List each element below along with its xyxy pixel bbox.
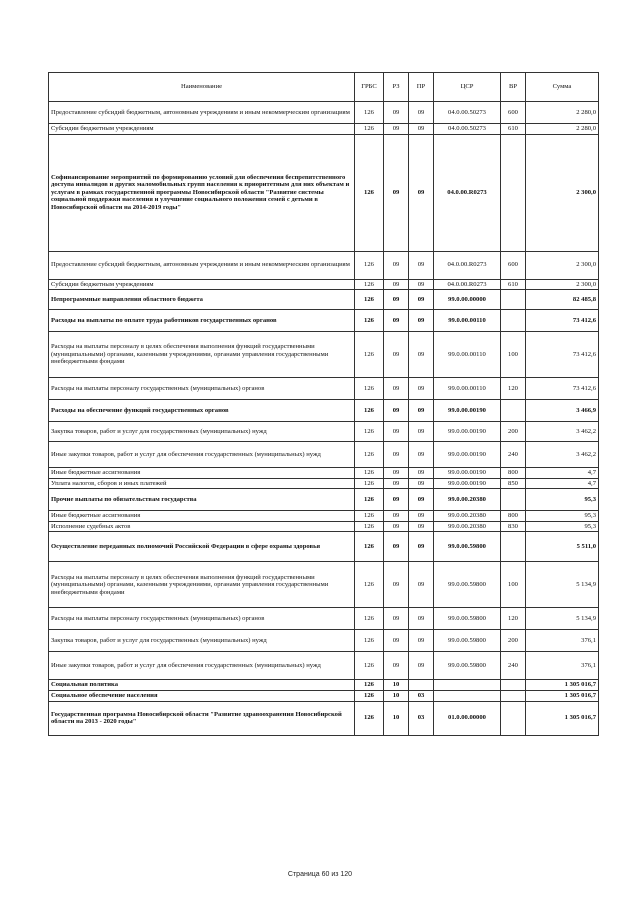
cell-grbs: 126 (355, 511, 384, 522)
cell-csr: 99.0.00.59800 (434, 608, 501, 630)
table-row (49, 691, 599, 702)
table-row (49, 562, 599, 608)
header-vr: ВР (501, 73, 526, 102)
table-body (49, 102, 599, 736)
cell-vr (501, 532, 526, 562)
cell-vr: 200 (501, 422, 526, 442)
header-pr: ПР (409, 73, 434, 102)
table-row (49, 478, 599, 489)
cell-vr (501, 310, 526, 332)
cell-csr: 99.0.00.00190 (434, 478, 501, 489)
cell-pr: 09 (409, 608, 434, 630)
cell-rz: 09 (384, 400, 409, 422)
cell-name: Непрограммные направления областного бюджета (49, 290, 355, 310)
cell-grbs: 126 (355, 378, 384, 400)
cell-rz: 09 (384, 279, 409, 290)
cell-pr: 09 (409, 400, 434, 422)
cell-rz: 09 (384, 102, 409, 124)
cell-rz: 09 (384, 134, 409, 251)
table-row (49, 290, 599, 310)
table-row (49, 701, 599, 735)
cell-name: Социальное обеспечение населения (49, 691, 355, 702)
budget-table (48, 72, 599, 736)
cell-name: Расходы на выплаты персоналу государственных (муниципальных) органов (49, 608, 355, 630)
cell-csr: 99.0.00.59800 (434, 532, 501, 562)
cell-grbs: 126 (355, 468, 384, 479)
cell-name: Закупка товаров, работ и услуг для государственных (муниципальных) нужд (49, 630, 355, 652)
cell-sum: 2 300,0 (526, 251, 599, 279)
cell-grbs: 126 (355, 310, 384, 332)
cell-rz: 09 (384, 442, 409, 468)
cell-vr (501, 701, 526, 735)
cell-grbs: 126 (355, 279, 384, 290)
cell-grbs: 126 (355, 652, 384, 680)
table-row (49, 652, 599, 680)
cell-rz: 09 (384, 532, 409, 562)
cell-grbs: 126 (355, 422, 384, 442)
cell-csr: 99.0.00.00190 (434, 400, 501, 422)
cell-pr: 09 (409, 102, 434, 124)
cell-vr: 800 (501, 468, 526, 479)
table-row (49, 532, 599, 562)
cell-sum: 1 305 016,7 (526, 701, 599, 735)
cell-csr: 04.0.00.50273 (434, 124, 501, 135)
cell-name: Исполнение судебных актов (49, 521, 355, 532)
cell-rz: 09 (384, 124, 409, 135)
cell-pr: 09 (409, 134, 434, 251)
cell-csr: 99.0.00.00000 (434, 290, 501, 310)
cell-vr (501, 691, 526, 702)
cell-pr: 09 (409, 279, 434, 290)
cell-vr: 100 (501, 562, 526, 608)
cell-rz: 09 (384, 332, 409, 378)
cell-sum: 4,7 (526, 468, 599, 479)
table-row (49, 442, 599, 468)
cell-sum: 376,1 (526, 652, 599, 680)
cell-csr: 99.0.00.00190 (434, 468, 501, 479)
cell-rz: 09 (384, 562, 409, 608)
cell-pr: 03 (409, 691, 434, 702)
cell-name: Иные бюджетные ассигнования (49, 511, 355, 522)
cell-name: Субсидии бюджетным учреждениям (49, 279, 355, 290)
table-row (49, 378, 599, 400)
cell-sum: 3 462,2 (526, 422, 599, 442)
table-row (49, 511, 599, 522)
cell-pr: 09 (409, 422, 434, 442)
cell-pr: 09 (409, 562, 434, 608)
cell-sum: 73 412,6 (526, 310, 599, 332)
cell-vr: 240 (501, 442, 526, 468)
table-row (49, 332, 599, 378)
table-row (49, 310, 599, 332)
cell-pr: 09 (409, 251, 434, 279)
cell-csr: 99.0.00.00190 (434, 422, 501, 442)
cell-pr: 09 (409, 332, 434, 378)
cell-grbs: 126 (355, 124, 384, 135)
cell-csr: 01.0.00.00000 (434, 701, 501, 735)
cell-rz: 09 (384, 521, 409, 532)
cell-sum: 3 462,2 (526, 442, 599, 468)
cell-sum: 73 412,6 (526, 378, 599, 400)
cell-name: Расходы на выплаты персоналу в целях обеспечения выполнения функций государственными (муниципальными) органами, казенными учреждениями, органами управления государственными внебюджетными фондами (49, 562, 355, 608)
page-number: Страница 60 из 120 (287, 871, 353, 878)
header-csr: ЦСР (434, 73, 501, 102)
cell-vr: 600 (501, 251, 526, 279)
cell-vr (501, 680, 526, 691)
cell-sum: 82 485,8 (526, 290, 599, 310)
cell-pr: 09 (409, 489, 434, 511)
cell-csr: 99.0.00.59800 (434, 630, 501, 652)
cell-vr (501, 400, 526, 422)
cell-pr (409, 680, 434, 691)
cell-vr: 200 (501, 630, 526, 652)
cell-pr: 09 (409, 521, 434, 532)
cell-sum: 5 134,9 (526, 562, 599, 608)
cell-csr: 99.0.00.59800 (434, 562, 501, 608)
cell-sum: 1 305 016,7 (526, 680, 599, 691)
cell-vr: 120 (501, 608, 526, 630)
table-row (49, 630, 599, 652)
cell-grbs: 126 (355, 290, 384, 310)
cell-pr: 09 (409, 652, 434, 680)
cell-csr (434, 691, 501, 702)
cell-grbs: 126 (355, 400, 384, 422)
table-row (49, 279, 599, 290)
cell-rz: 09 (384, 468, 409, 479)
cell-sum: 73 412,6 (526, 332, 599, 378)
cell-pr: 09 (409, 511, 434, 522)
cell-sum: 1 305 016,7 (526, 691, 599, 702)
cell-pr: 09 (409, 478, 434, 489)
cell-rz: 09 (384, 489, 409, 511)
cell-vr: 830 (501, 521, 526, 532)
cell-grbs: 126 (355, 478, 384, 489)
table-row (49, 521, 599, 532)
cell-rz: 09 (384, 378, 409, 400)
header-rz: РЗ (384, 73, 409, 102)
header-name: Наименование (49, 73, 355, 102)
cell-grbs: 126 (355, 332, 384, 378)
table-row (49, 124, 599, 135)
cell-csr: 99.0.00.59800 (434, 652, 501, 680)
cell-rz: 09 (384, 290, 409, 310)
cell-grbs: 126 (355, 701, 384, 735)
cell-name: Иные закупки товаров, работ и услуг для обеспечения государственных (муниципальных) нужд (49, 652, 355, 680)
cell-csr: 99.0.00.20380 (434, 521, 501, 532)
cell-csr: 04.0.00.R0273 (434, 251, 501, 279)
cell-name: Уплата налогов, сборов и иных платежей (49, 478, 355, 489)
cell-vr: 850 (501, 478, 526, 489)
cell-name: Предоставление субсидий бюджетным, автономным учреждениям и иным некоммерческим организациям (49, 251, 355, 279)
cell-sum: 2 300,0 (526, 279, 599, 290)
cell-sum: 95,3 (526, 521, 599, 532)
cell-name: Субсидии бюджетным учреждениям (49, 124, 355, 135)
cell-pr: 09 (409, 124, 434, 135)
cell-sum: 3 466,9 (526, 400, 599, 422)
cell-csr: 99.0.00.20380 (434, 511, 501, 522)
cell-vr: 610 (501, 279, 526, 290)
cell-name: Расходы на выплаты по оплате труда работников государственных органов (49, 310, 355, 332)
header-grbs: ГРБС (355, 73, 384, 102)
cell-name: Государственная программа Новосибирской области "Развитие здравоохранения Новосибирской области на 2013 - 2020 годы" (49, 701, 355, 735)
cell-pr: 09 (409, 290, 434, 310)
cell-name: Расходы на выплаты персоналу государственных (муниципальных) органов (49, 378, 355, 400)
cell-sum: 95,3 (526, 489, 599, 511)
cell-rz: 09 (384, 251, 409, 279)
cell-name: Софинансирование мероприятий по формированию условий для обеспечения беспрепятственного доступа инвалидов и других маломобильных групп населения к приоритетным для них объектам и услугам в рамках государственной программы Новосибирской области "Развитие системы социальной поддержки населения и улучшение социального положения семей с детьми в Новосибирской области на 2014-2019 годы" (49, 134, 355, 251)
cell-grbs: 126 (355, 134, 384, 251)
cell-grbs: 126 (355, 562, 384, 608)
cell-name: Иные бюджетные ассигнования (49, 468, 355, 479)
cell-pr: 09 (409, 378, 434, 400)
cell-vr: 600 (501, 102, 526, 124)
cell-sum: 2 300,0 (526, 134, 599, 251)
cell-grbs: 126 (355, 532, 384, 562)
table-row (49, 422, 599, 442)
cell-name: Осуществление переданных полномочий Российской Федерации в сфере охраны здоровья (49, 532, 355, 562)
table-row (49, 489, 599, 511)
cell-vr (501, 290, 526, 310)
table-row (49, 400, 599, 422)
cell-pr: 09 (409, 468, 434, 479)
cell-csr: 99.0.00.00110 (434, 378, 501, 400)
cell-csr: 99.0.00.00110 (434, 332, 501, 378)
cell-name: Расходы на обеспечение функций государственных органов (49, 400, 355, 422)
cell-name: Социальная политика (49, 680, 355, 691)
cell-rz: 09 (384, 608, 409, 630)
table-row (49, 134, 599, 251)
cell-pr: 09 (409, 630, 434, 652)
cell-name: Закупка товаров, работ и услуг для государственных (муниципальных) нужд (49, 422, 355, 442)
cell-rz: 09 (384, 630, 409, 652)
cell-csr: 04.0.00.R0273 (434, 134, 501, 251)
cell-csr: 99.0.00.00110 (434, 310, 501, 332)
cell-rz: 09 (384, 652, 409, 680)
cell-vr: 800 (501, 511, 526, 522)
cell-name: Иные закупки товаров, работ и услуг для обеспечения государственных (муниципальных) нужд (49, 442, 355, 468)
cell-sum: 2 280,0 (526, 102, 599, 124)
cell-grbs: 126 (355, 251, 384, 279)
cell-vr: 100 (501, 332, 526, 378)
cell-pr: 09 (409, 532, 434, 562)
cell-sum: 4,7 (526, 478, 599, 489)
cell-pr: 03 (409, 701, 434, 735)
cell-csr: 04.0.00.50273 (434, 102, 501, 124)
cell-grbs: 126 (355, 630, 384, 652)
cell-pr: 09 (409, 310, 434, 332)
cell-vr (501, 134, 526, 251)
cell-csr: 99.0.00.00190 (434, 442, 501, 468)
cell-pr: 09 (409, 442, 434, 468)
cell-rz: 09 (384, 422, 409, 442)
cell-sum: 376,1 (526, 630, 599, 652)
cell-rz: 10 (384, 701, 409, 735)
cell-grbs: 126 (355, 680, 384, 691)
cell-name: Предоставление субсидий бюджетным, автономным учреждениям и иным некоммерческим организациям (49, 102, 355, 124)
header-sum: Сумма (526, 73, 599, 102)
cell-grbs: 126 (355, 691, 384, 702)
cell-grbs: 126 (355, 442, 384, 468)
cell-rz: 09 (384, 511, 409, 522)
table-row (49, 608, 599, 630)
cell-grbs: 126 (355, 102, 384, 124)
cell-sum: 95,3 (526, 511, 599, 522)
table-row (49, 468, 599, 479)
cell-grbs: 126 (355, 521, 384, 532)
table-header-row (49, 73, 599, 102)
cell-name: Прочие выплаты по обязательствам государства (49, 489, 355, 511)
cell-rz: 09 (384, 310, 409, 332)
table-row (49, 102, 599, 124)
cell-csr: 99.0.00.20380 (434, 489, 501, 511)
table-row (49, 680, 599, 691)
cell-sum: 5 511,0 (526, 532, 599, 562)
cell-rz: 09 (384, 478, 409, 489)
cell-vr: 120 (501, 378, 526, 400)
cell-name: Расходы на выплаты персоналу в целях обеспечения выполнения функций государственными (муниципальными) органами, казенными учреждениями, органами управления государственными внебюджетными фондами (49, 332, 355, 378)
cell-rz: 10 (384, 691, 409, 702)
cell-sum: 5 134,9 (526, 608, 599, 630)
cell-grbs: 126 (355, 489, 384, 511)
cell-csr: 04.0.00.R0273 (434, 279, 501, 290)
table-row (49, 251, 599, 279)
cell-rz: 10 (384, 680, 409, 691)
cell-sum: 2 280,0 (526, 124, 599, 135)
cell-vr: 610 (501, 124, 526, 135)
cell-csr (434, 680, 501, 691)
cell-grbs: 126 (355, 608, 384, 630)
cell-vr (501, 489, 526, 511)
cell-vr: 240 (501, 652, 526, 680)
